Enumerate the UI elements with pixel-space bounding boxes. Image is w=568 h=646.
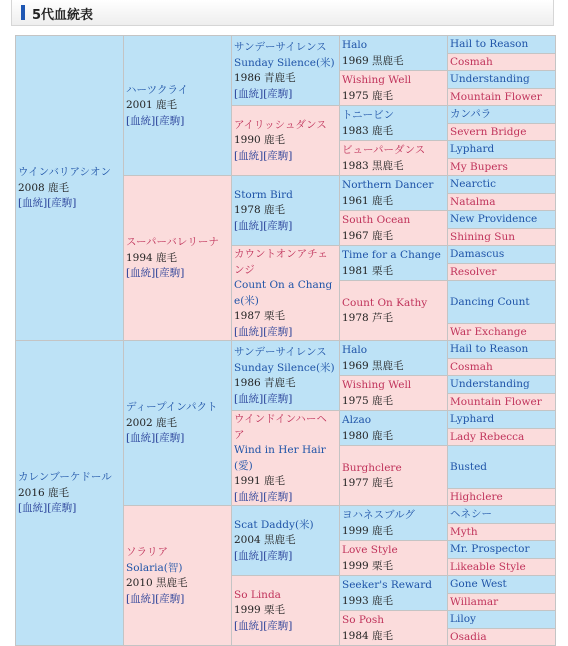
horse-name[interactable]: So Posh	[342, 614, 384, 626]
horse-info: 1969 黒鹿毛	[342, 359, 404, 372]
pedigree-links	[234, 490, 337, 506]
horse-cell-g1	[16, 341, 124, 646]
blood-link[interactable]: [血統]	[126, 432, 156, 445]
horse-name[interactable]: Northern Dancer	[342, 179, 434, 191]
pedigree-links	[126, 114, 229, 130]
horse-cell-g2	[124, 341, 232, 506]
horse-cell-g4	[340, 411, 448, 446]
pedigree-links	[18, 196, 121, 212]
horse-info: 1987 栗毛	[234, 310, 286, 322]
horse-name[interactable]: Gone West	[450, 578, 507, 590]
breed-link[interactable]: [産駒]	[263, 325, 293, 338]
horse-name[interactable]: Halo	[342, 344, 368, 356]
horse-name[interactable]: Understanding	[450, 73, 530, 85]
horse-name[interactable]: カンパラ	[450, 108, 492, 120]
horse-cell-g5	[448, 158, 556, 176]
horse-name[interactable]: South Ocean	[342, 214, 411, 226]
horse-cell-g5	[448, 341, 556, 359]
horse-info: 2016 鹿毛	[18, 486, 70, 499]
horse-name[interactable]: Hail to Reason	[450, 38, 529, 50]
horse-cell-g4	[340, 281, 448, 341]
horse-cell-g5	[448, 446, 556, 489]
horse-name[interactable]: Likeable Style	[450, 560, 526, 573]
horse-cell-g5	[448, 541, 556, 559]
horse-name[interactable]: Mountain Flower	[450, 395, 542, 408]
blood-link[interactable]: [血統]	[234, 619, 264, 632]
horse-alt-name: Wind in Her Hair(愛)	[234, 444, 326, 472]
pedigree-links	[234, 219, 337, 235]
breed-link[interactable]: [産駒]	[155, 114, 185, 127]
horse-cell-g5	[448, 393, 556, 411]
horse-name[interactable]: ウインバリアシオン	[18, 166, 112, 179]
horse-name[interactable]: アイリッシュダンス	[234, 118, 327, 131]
horse-info: 1986 青鹿毛	[234, 72, 296, 84]
horse-name[interactable]: ディープインパクト	[126, 401, 218, 414]
horse-cell-g5	[448, 411, 556, 429]
breed-link[interactable]: [産駒]	[263, 219, 293, 232]
horse-cell-g5	[448, 228, 556, 246]
breed-link[interactable]: [産駒]	[155, 267, 185, 280]
breed-link[interactable]: [産駒]	[155, 432, 185, 445]
horse-cell-g5	[448, 88, 556, 106]
table-row	[16, 341, 556, 359]
horse-name[interactable]: ヘネシー	[450, 508, 492, 520]
pedigree-links	[126, 266, 229, 282]
horse-name[interactable]: Wishing Well	[342, 379, 412, 391]
horse-name[interactable]: Shining Sun	[450, 230, 515, 243]
horse-info: 1999 栗毛	[342, 559, 394, 572]
horse-name[interactable]: Natalma	[450, 195, 496, 208]
horse-cell-g5	[448, 323, 556, 341]
horse-name[interactable]: So Linda	[234, 588, 281, 601]
horse-info: 1999 鹿毛	[342, 524, 394, 537]
horse-name[interactable]: サンデーサイレンス	[234, 346, 327, 358]
horse-cell-g5	[448, 376, 556, 394]
horse-cell-g4	[340, 211, 448, 246]
horse-name[interactable]: Cosmah	[450, 55, 493, 68]
horse-cell-g5	[448, 506, 556, 524]
horse-name[interactable]: サンデーサイレンス	[234, 41, 327, 53]
horse-name[interactable]: Alzao	[342, 414, 372, 426]
horse-cell-g4	[340, 71, 448, 106]
horse-name[interactable]: スーパーバレリーナ	[126, 236, 219, 249]
horse-name[interactable]: トニービン	[342, 109, 395, 121]
horse-name[interactable]: War Exchange	[450, 325, 527, 338]
horse-info: 1961 鹿毛	[342, 194, 394, 207]
horse-cell-g4	[340, 36, 448, 71]
horse-info: 1986 青鹿毛	[234, 377, 296, 389]
horse-cell-g5	[448, 246, 556, 264]
horse-cell-g3	[232, 176, 340, 246]
horse-name[interactable]: My Bupers	[450, 160, 508, 173]
breed-link[interactable]: [産駒]	[263, 149, 293, 162]
horse-cell-g4	[340, 506, 448, 541]
blood-link[interactable]: [血統]	[234, 325, 264, 338]
blood-link[interactable]: [血統]	[234, 549, 264, 562]
pedigree-links	[234, 619, 337, 635]
horse-cell-g5	[448, 576, 556, 594]
pedigree-links	[126, 592, 229, 608]
horse-alt-name: Sunday Silence(米)	[234, 361, 335, 374]
horse-cell-g1	[16, 36, 124, 341]
blood-link[interactable]: [血統]	[234, 149, 264, 162]
horse-cell-g4	[340, 611, 448, 646]
horse-name[interactable]: Mountain Flower	[450, 90, 542, 103]
horse-name[interactable]: Scat Daddy(米)	[234, 518, 314, 531]
horse-info: 1980 鹿毛	[342, 429, 394, 442]
horse-cell-g3	[232, 506, 340, 576]
pedigree-table	[15, 35, 556, 646]
horse-info: 1967 鹿毛	[342, 229, 394, 242]
horse-cell-g5	[448, 193, 556, 211]
horse-cell-g2	[124, 506, 232, 646]
horse-name[interactable]: Willamar	[450, 595, 499, 608]
horse-name[interactable]: Highclere	[450, 490, 503, 503]
pedigree-links	[234, 392, 337, 408]
horse-info: 1978 鹿毛	[234, 204, 286, 217]
horse-cell-g5	[448, 263, 556, 281]
breed-link[interactable]: [産駒]	[263, 549, 293, 562]
horse-cell-g4	[340, 541, 448, 576]
horse-cell-g5	[448, 488, 556, 506]
horse-info: 1969 黒鹿毛	[342, 54, 404, 67]
horse-name[interactable]: Myth	[450, 525, 478, 538]
horse-cell-g3	[232, 341, 340, 411]
horse-cell-g4	[340, 446, 448, 506]
horse-name[interactable]: Wishing Well	[342, 74, 412, 86]
blood-link[interactable]: [血統]	[234, 392, 264, 405]
pedigree-links	[234, 149, 337, 165]
blood-link[interactable]: [血統]	[18, 502, 48, 515]
horse-info: 1994 鹿毛	[126, 251, 178, 264]
horse-name[interactable]: Love Style	[342, 544, 398, 556]
horse-cell-g4	[340, 141, 448, 176]
horse-cell-g2	[124, 176, 232, 341]
horse-cell-g5	[448, 141, 556, 159]
horse-cell-g3	[232, 576, 340, 646]
horse-cell-g5	[448, 71, 556, 89]
horse-cell-g5	[448, 593, 556, 611]
blood-link[interactable]: [血統]	[18, 197, 48, 210]
horse-cell-g5	[448, 281, 556, 324]
pedigree-links	[18, 501, 121, 517]
horse-name[interactable]: ウインドインハーヘア	[234, 413, 327, 441]
pedigree-links	[234, 325, 337, 341]
horse-cell-g4	[340, 176, 448, 211]
horse-name[interactable]: カレンブーケドール	[18, 471, 112, 484]
breed-link[interactable]: [産駒]	[155, 592, 185, 605]
horse-info: 2008 鹿毛	[18, 181, 70, 194]
horse-cell-g3	[232, 106, 340, 176]
horse-info: 1981 栗毛	[342, 264, 394, 277]
horse-name[interactable]: Osadia	[450, 630, 487, 643]
horse-info: 1991 鹿毛	[234, 475, 286, 487]
horse-name[interactable]: Damascus	[450, 248, 505, 260]
horse-alt-name: Sunday Silence(米)	[234, 56, 335, 69]
breed-link[interactable]: [産駒]	[47, 502, 77, 515]
horse-info: 1983 鹿毛	[342, 124, 394, 137]
horse-info: 1975 鹿毛	[342, 89, 394, 102]
horse-name[interactable]: カウントオンアチェンジ	[234, 248, 328, 276]
page-header	[11, 0, 554, 26]
horse-alt-name: Count On a Change(米)	[234, 279, 333, 307]
horse-cell-g5	[448, 358, 556, 376]
horse-cell-g4	[340, 341, 448, 376]
horse-cell-g5	[448, 523, 556, 541]
blood-link[interactable]: [血統]	[234, 219, 264, 232]
horse-info: 1975 鹿毛	[342, 394, 394, 407]
breed-link[interactable]: [産駒]	[263, 392, 293, 405]
horse-info: 1978 芦毛	[342, 312, 394, 324]
horse-cell-g5	[448, 428, 556, 446]
horse-name[interactable]: ハーツクライ	[126, 83, 189, 96]
horse-name[interactable]: Cosmah	[450, 360, 493, 373]
breed-link[interactable]: [産駒]	[263, 87, 293, 100]
horse-cell-g5	[448, 611, 556, 629]
horse-info: 1990 鹿毛	[234, 134, 286, 147]
blood-link[interactable]: [血統]	[126, 592, 156, 605]
horse-name[interactable]: Halo	[342, 39, 368, 51]
horse-cell-g4	[340, 246, 448, 281]
horse-name[interactable]: Seeker's Reward	[342, 579, 432, 591]
horse-cell-g3	[232, 36, 340, 106]
page-title: 5代血統表	[32, 8, 94, 23]
horse-cell-g5	[448, 628, 556, 646]
header-accent-bar	[21, 5, 25, 20]
horse-cell-g5	[448, 558, 556, 576]
blood-link[interactable]: [血統]	[126, 114, 156, 127]
horse-info: 1993 鹿毛	[342, 594, 394, 607]
horse-info: 1999 栗毛	[234, 604, 286, 617]
horse-name[interactable]: Storm Bird	[234, 188, 293, 201]
horse-cell-g5	[448, 211, 556, 229]
horse-info: 1983 黒鹿毛	[342, 159, 404, 172]
horse-name[interactable]: Dancing Count	[450, 295, 530, 308]
horse-info: 1977 鹿毛	[342, 477, 394, 489]
horse-alt-name: Solaria(智)	[126, 561, 183, 574]
horse-cell-g5	[448, 176, 556, 194]
blood-link[interactable]: [血統]	[234, 490, 264, 503]
horse-cell-g4	[340, 376, 448, 411]
horse-name[interactable]: Lady Rebecca	[450, 430, 525, 443]
pedigree-links	[126, 431, 229, 447]
horse-cell-g3	[232, 411, 340, 506]
horse-name[interactable]: Hail to Reason	[450, 343, 529, 355]
horse-info: 2001 鹿毛	[126, 99, 178, 112]
horse-name[interactable]: Liloy	[450, 613, 476, 625]
blood-link[interactable]: [血統]	[234, 87, 264, 100]
horse-cell-g2	[124, 36, 232, 176]
blood-link[interactable]: [血統]	[126, 267, 156, 280]
horse-name[interactable]: Lyphard	[450, 143, 495, 155]
horse-name[interactable]: Burghclere	[342, 461, 402, 474]
pedigree-links	[234, 87, 337, 103]
horse-info: 2004 黒鹿毛	[234, 534, 296, 547]
horse-name[interactable]: Nearctic	[450, 178, 497, 190]
horse-name[interactable]: Busted	[450, 460, 488, 473]
horse-name[interactable]: Severn Bridge	[450, 125, 527, 138]
horse-cell-g3	[232, 246, 340, 341]
horse-info: 2002 鹿毛	[126, 416, 178, 429]
horse-name[interactable]: Resolver	[450, 265, 497, 278]
horse-cell-g5	[448, 36, 556, 54]
breed-link[interactable]: [産駒]	[263, 619, 293, 632]
horse-name[interactable]: Count On Kathy	[342, 296, 428, 309]
horse-name[interactable]: Understanding	[450, 378, 530, 390]
horse-info: 2010 黒鹿毛	[126, 577, 188, 589]
horse-name[interactable]: ビューパーダンス	[342, 144, 426, 156]
horse-cell-g4	[340, 106, 448, 141]
table-row	[16, 36, 556, 54]
horse-name[interactable]: ソラリア	[126, 546, 168, 558]
horse-name[interactable]: Mr. Prospector	[450, 543, 530, 555]
breed-link[interactable]: [産駒]	[263, 490, 293, 503]
breed-link[interactable]: [産駒]	[47, 197, 77, 210]
horse-info: 1984 鹿毛	[342, 629, 394, 642]
horse-cell-g5	[448, 106, 556, 124]
horse-name[interactable]: Lyphard	[450, 413, 495, 425]
horse-name[interactable]: Time for a Change	[342, 249, 441, 261]
horse-cell-g5	[448, 53, 556, 71]
horse-cell-g4	[340, 576, 448, 611]
horse-name[interactable]: New Providence	[450, 213, 538, 225]
horse-cell-g5	[448, 123, 556, 141]
horse-name[interactable]: ヨハネスブルグ	[342, 509, 415, 521]
